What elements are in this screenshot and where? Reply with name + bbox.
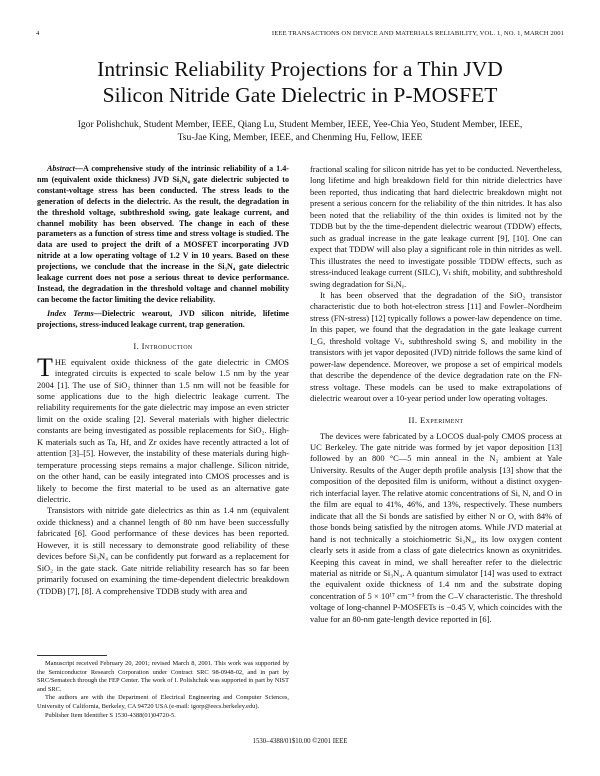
copyright-footer: 1530–4388/01$10.00 ©2001 IEEE [252,738,348,745]
footnote-affiliation: The authors are with the Department of Electrical Engineering and Computer Sciences, University of California, Berkeley, CA 94720 USA (e-mail: igorp@eecs.berkeley.edu). [37,694,289,710]
section-heading-introduction: I. Introduction [133,340,193,351]
author-list [30,118,570,144]
authors-line-1: Igor Polishchuk, Student Member, IEEE, Qiang Lu, Student Member, IEEE, Yee-Chia Yeo, Student Member, IEEE, [77,119,523,130]
index-terms-text: Dielectric wearout, JVD silicon nitride, lifetime projections, stress-induced leakage current, trap generation. [37,308,289,329]
abstract-label: Abstract— [47,164,83,173]
running-header [36,30,564,42]
intro-paragraph-4: It has been observed that the degradation of the SiO₂ transistor characteristic due to both hot-electron stress [11] and Fowler–Nordheim stress (FN-stress) [12] typically follows a power-law dependence on time. In this paper, we found that the degradation in the gate leakage current I_G, threshold voltage Vₜ, subthreshold swing S, and mobility in the transistors with jet vapor deposited (JVD) nitride follows the same kind of power-law dependence. Moreover, we propose a set of empirical models that describe the dependence of the device degradation rate on the FN-stress voltage. These models can be used to make extrapolations of dielectric wearout over a 10-year period under low operating voltages. [310,289,562,404]
index-terms-label: Index Terms— [47,308,102,318]
left-column [37,164,289,597]
index-terms [37,309,289,331]
drop-cap: T [37,352,53,382]
footnote-manuscript: Manuscript received February 20, 2001; revised March 8, 2001. This work was supported by the Semiconductor Research Corporation under Contract SRC 98-0948-02, and in part by SRC/Sematech through the FEP Center. The work of I. Polishchuk was supported in part by NIST and SRC. [37,660,289,693]
intro-paragraph-1-text: HE equivalent oxide thickness of the gate dielectric in CMOS integrated circuits is expected to scale below 1.5 nm by the year 2004 [1]. The use of SiO₂ thinner than 1.5 nm will not be feasible for some applications due to the high dielectric leakage current. The reliability requirements for the gate dielectric may impose an even stricter limit on the oxide scaling [2]. Several materials with higher dielectric constants are being investigated as possible replacements for SiO₂. High-K materials such as Ta, Hf, and Zr oxides have recently attracted a lot of attention [3]–[5]. However, the instability of these materials during high-temperature processing steps remains a major challenge. Silicon nitride, on the other hand, can be easily integrated into CMOS processes and is likely to become the first material to be used as an alternative gate dielectric. [37,356,289,505]
paper-title [20,56,580,108]
intro-paragraph-3: fractional scaling for silicon nitride has yet to be conducted. Nevertheless, long lifetime and high breakdown field for thin nitride dielectrics have been reported, thus indicating that hard dielectric breakdown might not present a serious concern for the reliability of the thin nitrides. It has also been noted that the reliability of the thin oxides is limited not by the TDDB but by the the time-dependent dielectric wearout (TDDW) effects, such as gradual increase in the gate leakage current [9], [10]. One can expect that TDDW will also play a significant role in thin nitrides as well. This illustrates the need to investigate possible TDDW effects, such as stress-induced leakage current (SILC), Vₜ shift, mobility, and subthreshold swing degradation for SiₓNᵧ. [310,164,562,289]
journal-header: IEEE TRANSACTIONS ON DEVICE AND MATERIALS RELIABILITY, VOL. 1, NO. 1, MARCH 2001 [271,30,564,37]
footnote-rule [37,655,107,656]
title-line-2: Silicon Nitride Gate Dielectric in P-MOSFET [102,83,498,107]
abstract-text: A comprehensive study of the intrinsic reliability of a 1.4-nm (equivalent oxide thickness) JVD Si₃N₄ gate dielectric subjected to constant-voltage stress has been conducted. The stress leads to the generation of defects in the dielectric. As the result, the degradation in the threshold voltage, subthreshold swing, gate leakage current, and channel mobility has been observed. The change in each of these parameters as a function of stress time and stress voltage is studied. The data are used to project the drift of a MOSFET incorporating JVD nitride at a low operating voltage of 1.2 V in 10 years. Based on these projections, we conclude that the increase in the Si₃N₄ gate dielectric leakage current does not pose a serious threat to device performance. Instead, the degradation in the threshold voltage and channel mobility can become the factor limiting the device reliability. [37,164,289,304]
intro-paragraph-2: Transistors with nitride gate dielectrics as thin as 1.4 nm (equivalent oxide thickness) and a channel length of 80 nm have been successfully fabricated [6]. Good performance of these devices has been reported. However, it is still necessary to demonstrate good reliability of these devices before Si₃N₄ can be confidently put forward as a replacement for SiO₂ in the gate stack. Gate nitride reliability research has so far been primarily focused on examining the time-dependent dielectric breakdown (TDDB) [7], [8]. A comprehensive TDDB study with area and [37,505,289,596]
section-heading-experiment: II. Experiment [408,414,464,425]
page-number: 4 [36,30,40,37]
right-column [310,164,562,625]
authors-line-2: Tsu-Jae King, Member, IEEE, and Chenming Hu, Fellow, IEEE [177,132,423,143]
intro-paragraph-1 [37,352,289,506]
footnote-identifier: Publisher Item Identifier S 1530-4388(01)04720-5. [45,711,176,719]
footnote [37,660,289,720]
abstract [37,164,289,306]
title-line-1: Intrinsic Reliability Projections for a Thin JVD [97,57,503,81]
experiment-paragraph-1: The devices were fabricated by a LOCOS dual-poly CMOS process at UC Berkeley. The gate nitride was formed by jet vapor deposition [13] followed by an 800 °C—5 min anneal in the N₂ ambient at Yale University. Results of the Auger depth profile analysis [13] show that the composition of the deposited film is uniform, without a distinct oxygen-rich interfacial layer. The relative atomic concentrations of Si, N, and O in the film are equal to 41%, 46%, and 13%, respectively. These numbers indicate that all the Si bonds are satisfied by either N or O, with 84% of those bonds being satisfied by the nitrogen atoms. While JVD material at hand is not technically a stoichiometric Si₃N₄, its low oxygen content clearly sets it aside from a class of gate dielectrics known as oxynitrides. Keeping this caveat in mind, we shall hereafter refer to the dielectric material as nitride or Si₃N₄. A quantum simulator [14] was used to extract the equivalent oxide thickness of 1.4 nm and the substrate doping concentration of 5 × 10¹⁷ cm⁻³ from the C–V characteristic. The threshold voltage of long-channel P-MOSFETs is −0.45 V, which coincides with the value for an 80-nm gate-length device reported in [6]. [310,430,562,624]
